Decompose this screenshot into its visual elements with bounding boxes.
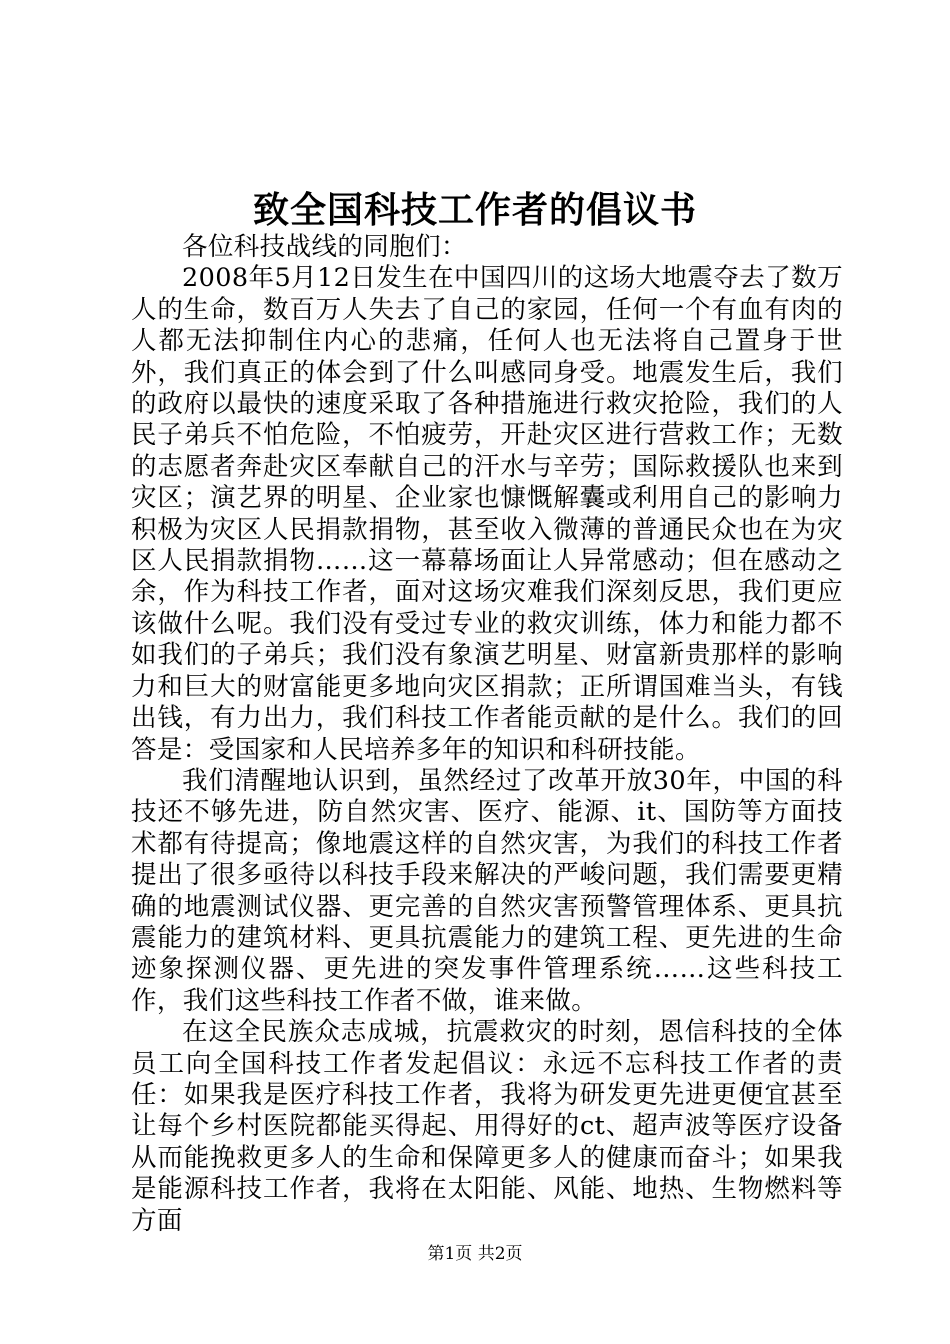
greeting-line: 各位科技战线的同胞们： [182,232,467,262]
page-number-footer: 第1页 共2页 [427,1244,523,1264]
paragraph-3: 在这全民族众志成城，抗震救灾的时刻，恩信科技的全体员工向全国科技工作者发起倡议：永远不忘科技工作者的责任：如果我是医疗科技工作者，我将为研发更先进更便宜甚至让每个乡村医院都能买得起、用得好的ct、超声波等医疗设备从而能挽救更多人的生命和保障更多人的健康而奋斗；如果我是能源科技工作者，我将在太阳能、风能、地热、生物燃料等方面 [131,1017,843,1236]
document-title: 致全国科技工作者的倡议书 [252,189,697,231]
paragraph-2: 我们清醒地认识到，虽然经过了改革开放30年，中国的科技还不够先进，防自然灾害、医疗、能源、it、国防等方面技术都有待提高；像地震这样的自然灾害，为我们的科技工作者提出了很多亟待以科技手段来解决的严峻问题，我们需要更精确的地震测试仪器、更完善的自然灾害预警管理体系、更具抗震能力的建筑材料、更具抗震能力的建筑工程、更先进的生命迹象探测仪器、更先进的突发事件管理系统……这些科技工作，我们这些科技工作者不做，谁来做。 [131,765,843,1016]
paragraph-1: 2008年5月12日发生在中国四川的这场大地震夺去了数万人的生命，数百万人失去了自己的家园，任何一个有血有肉的人都无法抑制住内心的悲痛，任何人也无法将自己置身于世外，我们真正的体会到了什么叫感同身受。地震发生后，我们的政府以最快的速度采取了各种措施进行救灾抢险，我们的人民子弟兵不怕危险，不怕疲劳，开赴灾区进行营救工作；无数的志愿者奔赴灾区奉献自己的汗水与辛劳；国际救援队也来到灾区；演艺界的明星、企业家也慷慨解囊或利用自己的影响力积极为灾区人民捐款捐物，甚至收入微薄的普通民众也在为灾区人民捐款捐物……这一幕幕场面让人异常感动；但在感动之余，作为科技工作者，面对这场灾难我们深刻反思，我们更应该做什么呢。我们没有受过专业的救灾训练，体力和能力都不如我们的子弟兵；我们没有象演艺明星、财富新贵那样的影响力和巨大的财富能更多地向灾区捐款；正所谓国难当头，有钱出钱，有力出力，我们科技工作者能贡献的是什么。我们的回答是：受国家和人民培养多年的知识和科研技能。 [131,263,843,765]
document-body [131,232,843,1237]
